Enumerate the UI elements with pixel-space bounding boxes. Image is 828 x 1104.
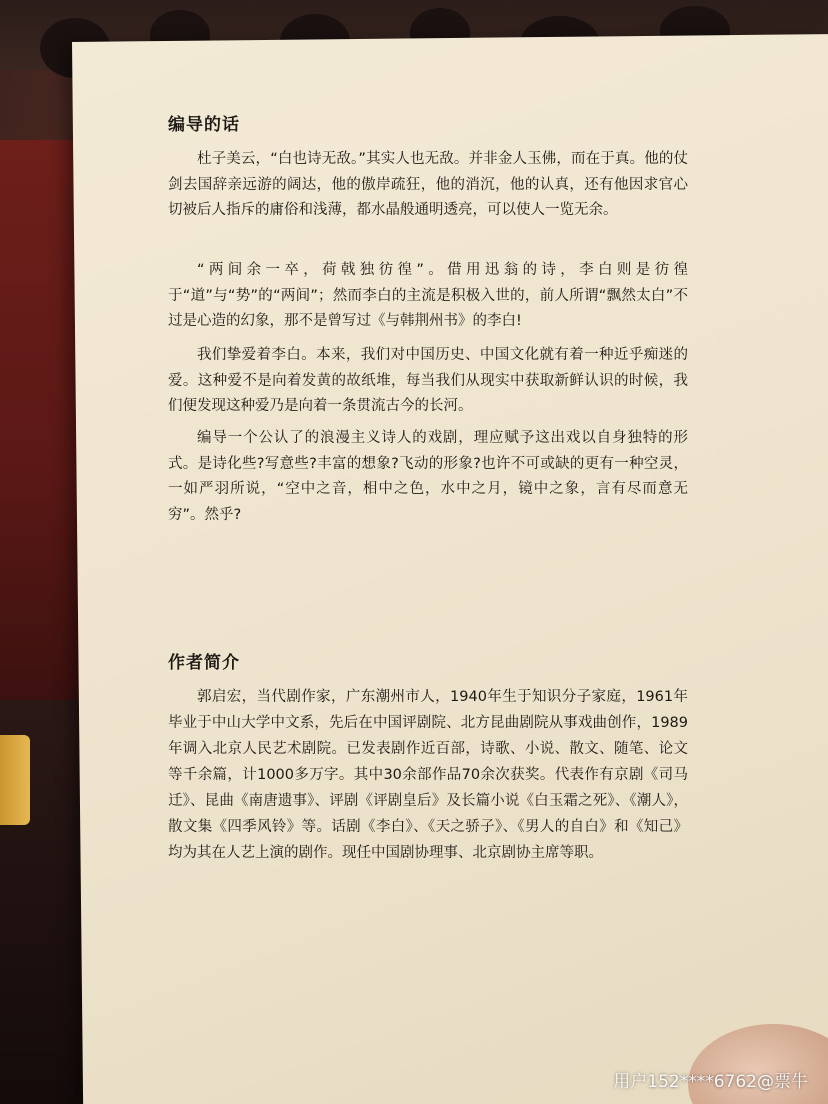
director-notes-paragraph-1: 杜子美云，“白也诗无敌。”其实人也无敌。并非金人玉佛，而在于真。他的仗剑去国辞亲远游的阔达，他的傲岸疏狂，他的消沉，他的认真，还有他因求官心切被后人指斥的庸俗和浅薄，都水晶般通明透亮，可以使人一览无余。 bbox=[168, 151, 688, 218]
director-notes-paragraph-3: 我们挚爱着李白。本来，我们对中国历史、中国文化就有着一种近乎痴迷的爱。这种爱不是向着发黄的故纸堆，每当我们从现实中获取新鲜认识的时候，我们便发现这种爱乃是向着一条贯流古今的长河。 bbox=[168, 347, 688, 414]
director-notes-paragraph-2: “两间余一卒，荷戟独彷徨”。借用迅翁的诗，李白则是彷徨于“道”与“势”的“两间”；然而李白的主流是积极入世的，前人所谓“飘然太白”不过是心造的幻象，那不是曾写过《与韩荆州书》的李白! bbox=[168, 262, 688, 329]
section-title-director-notes: 编导的话 bbox=[168, 115, 240, 135]
section-title-author-bio: 作者简介 bbox=[168, 653, 240, 673]
watermark-text: 用户152****6762@票牛 bbox=[613, 1072, 808, 1092]
author-bio-paragraph: 郭启宏，当代剧作家，广东潮州市人，1940年生于知识分子家庭，1961年毕业于中山大学中文系，先后在中国评剧院、北方昆曲剧院从事戏曲创作，1989年调入北京人民艺术剧院。已发表剧作近百部，诗歌、小说、散文、随笔、论文等千余篇，计1000多万字。其中30余部作品70余次获奖。代表作有京剧《司马迁》、昆曲《南唐遗事》、评剧《评剧皇后》及长篇小说《白玉霜之死》、《潮人》，散文集《四季风铃》等。话剧《李白》、《天之骄子》、《男人的自白》和《知己》均为其在人艺上演的剧作。现任中国剧协理事、北京剧协主席等职。 bbox=[168, 689, 688, 861]
background-gold-object bbox=[0, 735, 30, 825]
director-notes-paragraph-4: 编导一个公认了的浪漫主义诗人的戏剧，理应赋予这出戏以自身独特的形式。是诗化些?写意些?丰富的想象?飞动的形象?也许不可或缺的更有一种空灵，一如严羽所说，“空中之音，相中之色，水中之月，镜中之象，言有尽而意无穷”。然乎? bbox=[168, 430, 688, 523]
